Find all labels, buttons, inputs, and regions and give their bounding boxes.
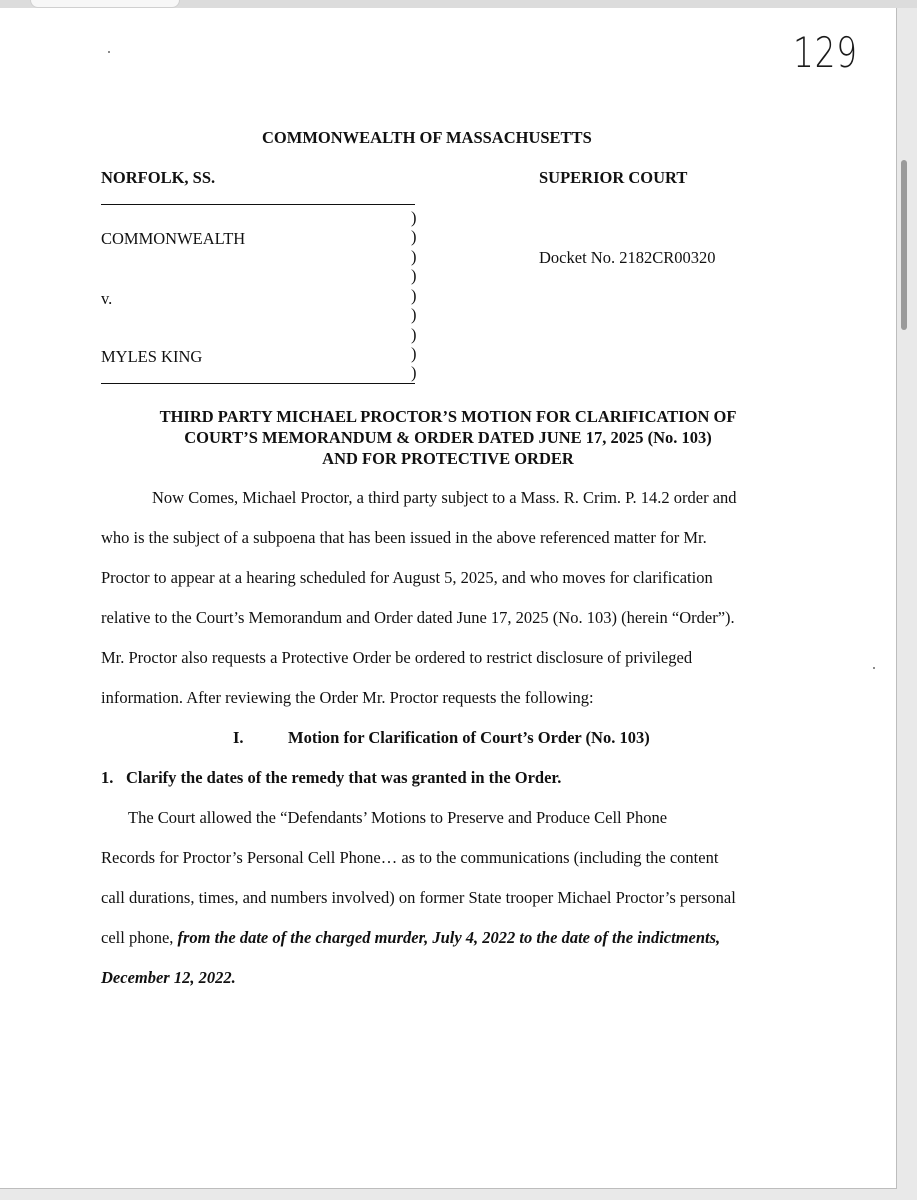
caption-paren: ) <box>411 363 417 382</box>
section-numeral: I. <box>233 728 244 747</box>
motion-title <box>0 406 896 469</box>
intro-line: Proctor to appear at a hearing scheduled for August 5, 2025, and who moves for clarification <box>101 568 713 587</box>
remedy-emphasis-text: from the date of the charged murder, July 4, 2022 to the date of the indictments, <box>177 928 721 947</box>
caption-paren: ) <box>411 286 417 305</box>
defendant-name: MYLES KING <box>101 347 203 366</box>
intro-line: Now Comes, Michael Proctor, a third party subject to a Mass. R. Crim. P. 14.2 order and <box>152 488 737 507</box>
motion-title-line: THIRD PARTY MICHAEL PROCTOR’S MOTION FOR CLARIFICATION OF <box>159 407 737 426</box>
remedy-line: December 12, 2022. <box>101 968 236 987</box>
versus-label: v. <box>101 289 113 308</box>
docket-number: Docket No. 2182CR00320 <box>539 248 716 267</box>
intro-line: relative to the Court’s Memorandum and Order dated June 17, 2025 (No. 103) (herein “Order”). <box>101 608 735 627</box>
vertical-scrollbar[interactable] <box>901 160 907 330</box>
viewer-tab[interactable] <box>30 0 180 8</box>
scan-speck <box>108 51 110 53</box>
court-label: SUPERIOR COURT <box>539 168 688 187</box>
caption-paren: ) <box>411 325 417 344</box>
item-heading: Clarify the dates of the remedy that was granted in the Order. <box>126 768 562 787</box>
item-number: 1. <box>101 768 114 787</box>
court-heading: COMMONWEALTH OF MASSACHUSETTS <box>262 128 592 147</box>
motion-title-line: COURT’S MEMORANDUM & ORDER DATED JUNE 17, 2025 (No. 103) <box>184 428 712 447</box>
motion-title-line: AND FOR PROTECTIVE ORDER <box>322 449 574 468</box>
document-page <box>0 8 897 1189</box>
remedy-plain-text: cell phone, <box>101 928 178 947</box>
remedy-line: Records for Proctor’s Personal Cell Phone… as to the communications (including the content <box>101 848 719 867</box>
intro-line: information. After reviewing the Order Mr. Proctor requests the following: <box>101 688 594 707</box>
caption-paren: ) <box>411 266 417 285</box>
handwritten-page-number: 129 <box>793 28 858 77</box>
caption-bottom-rule <box>101 383 415 384</box>
section-heading: Motion for Clarification of Court’s Order (No. 103) <box>288 728 650 747</box>
intro-line: Mr. Proctor also requests a Protective Order be ordered to restrict disclosure of privileged <box>101 648 693 667</box>
remedy-line <box>101 928 720 948</box>
caption-top-rule <box>101 204 415 205</box>
caption-paren: ) <box>411 227 417 246</box>
caption-paren: ) <box>411 208 417 227</box>
caption-paren: ) <box>411 247 417 266</box>
remedy-line: The Court allowed the “Defendants’ Motions to Preserve and Produce Cell Phone <box>128 808 668 827</box>
scan-speck <box>873 667 875 669</box>
remedy-line: call durations, times, and numbers involved) on former State trooper Michael Proctor’s personal <box>101 888 736 907</box>
caption-paren: ) <box>411 344 417 363</box>
intro-line: who is the subject of a subpoena that has been issued in the above referenced matter for Mr. <box>101 528 707 547</box>
plaintiff-name: COMMONWEALTH <box>101 229 246 248</box>
caption-paren: ) <box>411 305 417 324</box>
county-label: NORFOLK, SS. <box>101 168 216 187</box>
